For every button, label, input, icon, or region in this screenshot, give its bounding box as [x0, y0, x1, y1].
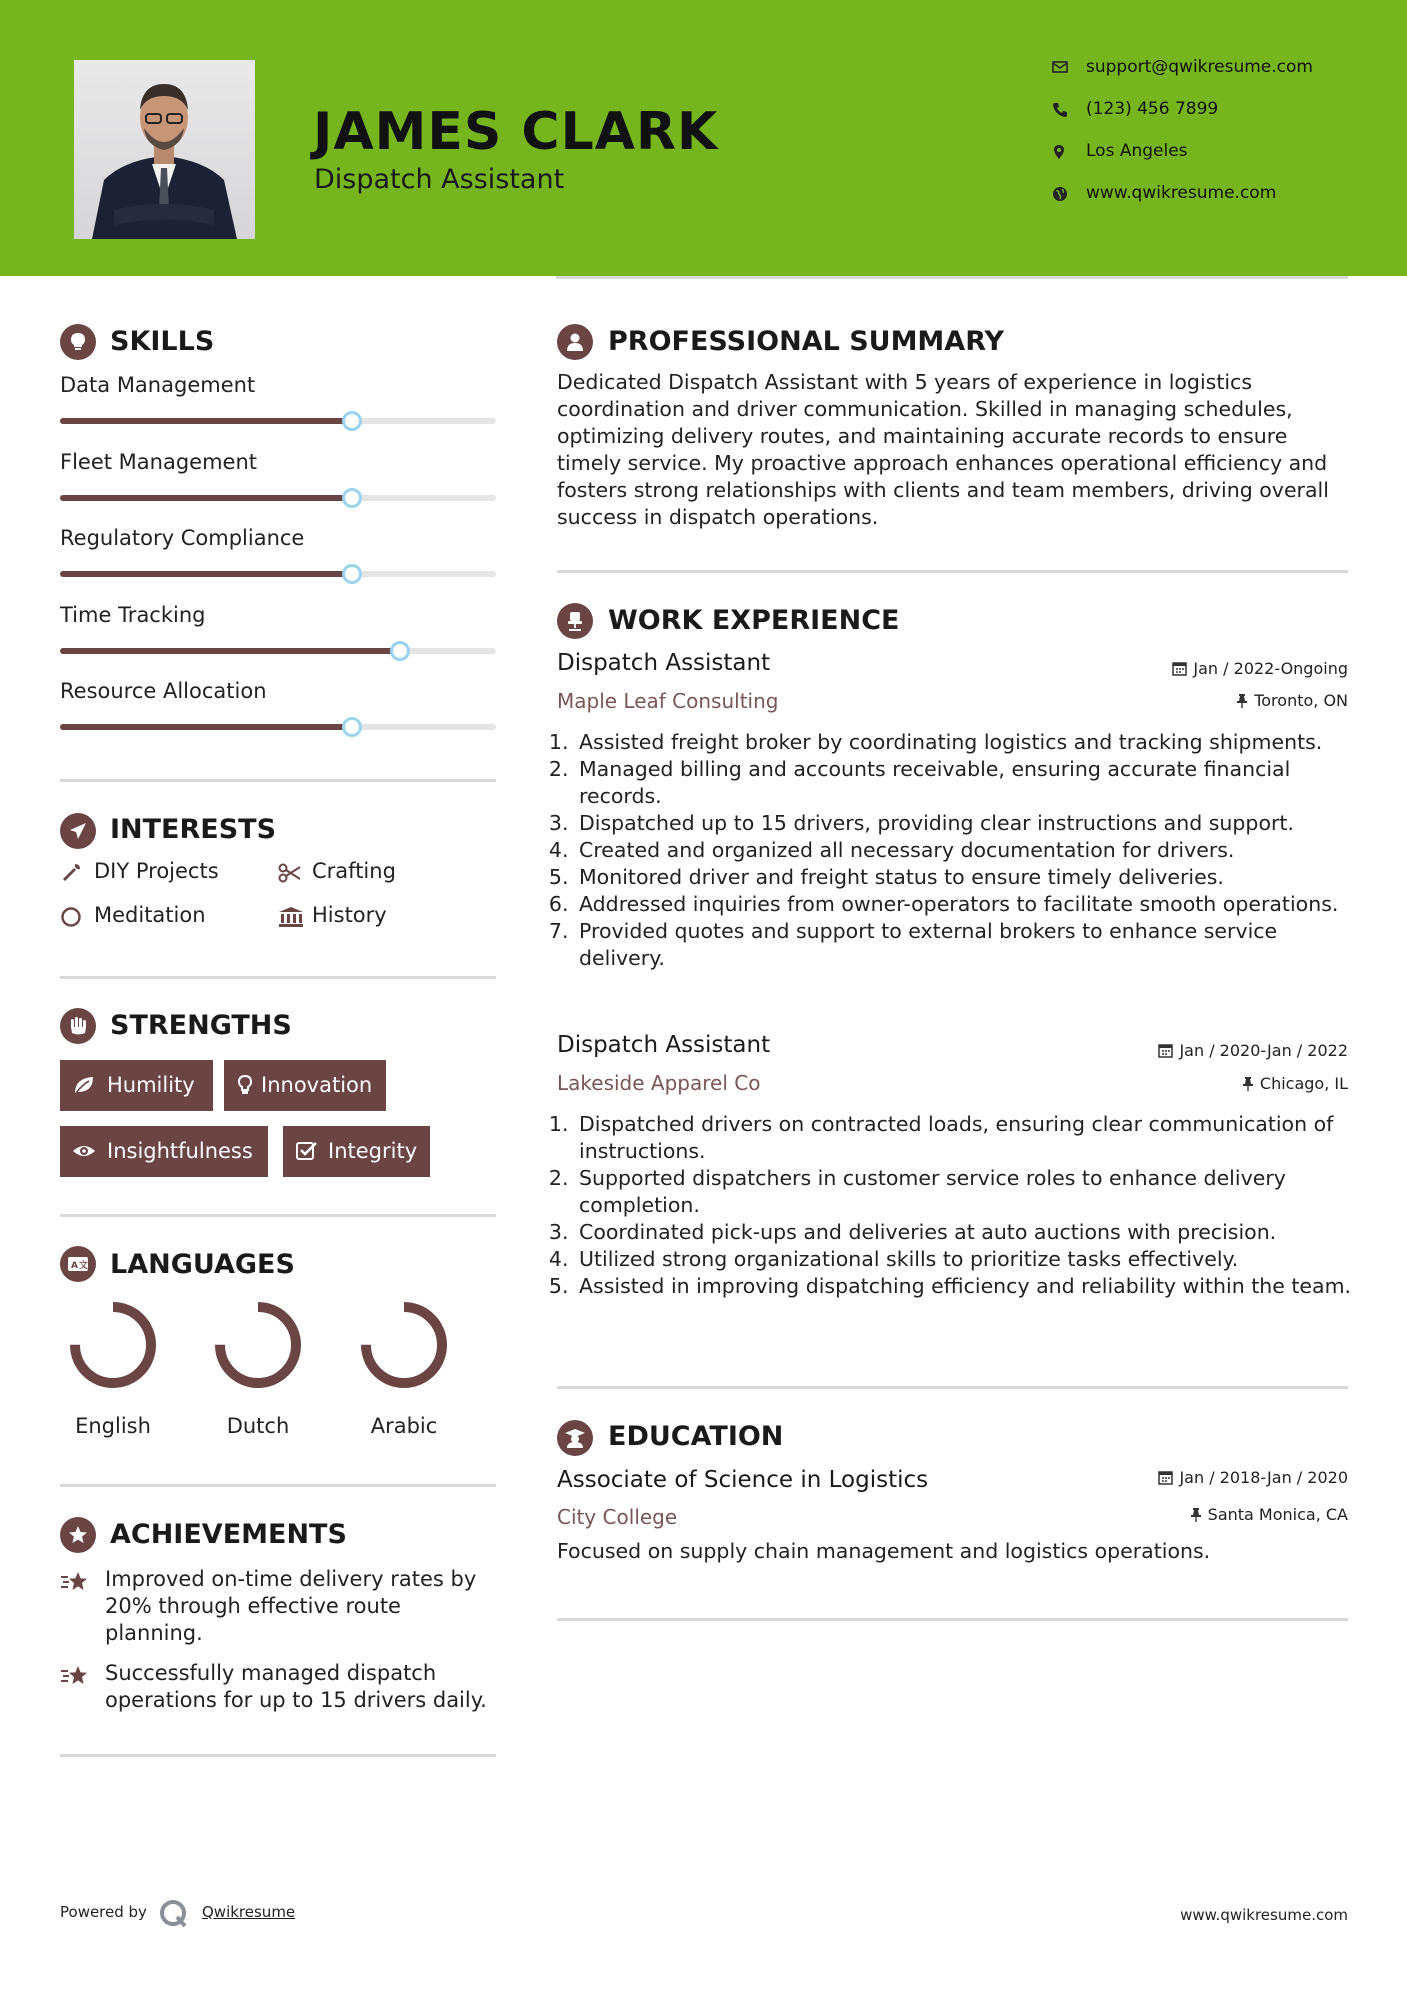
divider [60, 779, 496, 782]
summary-heading: PROFESSIONAL SUMMARY [608, 326, 1005, 357]
profile-photo [74, 60, 255, 239]
contact-location [1052, 140, 1372, 182]
duty-item: 3. Dispatched up to 15 drivers, providing clear instructions and support. [575, 810, 1357, 837]
duty-item: 4. Utilized strong organizational skills to prioritize tasks effectively. [575, 1246, 1357, 1273]
contact-email-text[interactable]: support@qwikresume.com [1086, 57, 1313, 77]
duty-item: 5. Monitored driver and freight status to ensure timely deliveries. [575, 864, 1357, 891]
skill-label: Data Management [60, 373, 256, 397]
job-date [1158, 1041, 1348, 1060]
language-icon [60, 1246, 96, 1282]
job-location [1242, 1074, 1348, 1093]
candidate-title: Dispatch Assistant [314, 164, 565, 195]
school-name: City College [557, 1505, 678, 1529]
strengths-heading: STRENGTHS [110, 1010, 292, 1041]
strength-label: Insightfulness [107, 1139, 253, 1163]
skill-level-bar [60, 724, 496, 730]
skill-level-bar [60, 418, 496, 424]
pushpin-icon [1242, 1076, 1254, 1091]
language-level-ring [68, 1300, 158, 1390]
calendar-icon [1172, 661, 1187, 676]
calendar-icon [1158, 1043, 1173, 1058]
svg-text:文: 文 [79, 1261, 89, 1271]
job-duties [557, 1111, 1357, 1300]
pushpin-icon [1236, 693, 1248, 708]
map-pin-icon [1052, 144, 1066, 160]
divider [60, 1214, 496, 1217]
skill-level-bar [60, 648, 496, 654]
skill-level-knob [390, 641, 410, 661]
interest-label: History [312, 903, 387, 927]
contact-phone-text: (123) 456 7899 [1086, 99, 1219, 119]
company-name: Maple Leaf Consulting [557, 689, 779, 713]
pushpin-icon [1190, 1507, 1202, 1522]
divider [60, 1754, 496, 1757]
qwikresume-link[interactable]: Qwikresume [202, 1903, 296, 1921]
education-date-text: Jan / 2018-Jan / 2020 [1179, 1468, 1348, 1487]
scissors-icon [278, 862, 302, 884]
languages-heading: LANGUAGES [110, 1249, 295, 1280]
fist-icon [60, 1008, 96, 1044]
lightbulb-icon [60, 324, 96, 360]
envelope-icon [1052, 60, 1068, 74]
divider [60, 1484, 496, 1487]
contact-website [1052, 182, 1372, 224]
wrench-icon [60, 862, 82, 884]
language-label: English [75, 1414, 151, 1438]
job-date-text: Jan / 2020-Jan / 2022 [1179, 1041, 1348, 1060]
duty-item: 2. Managed billing and accounts receivable, ensuring accurate financial records. [575, 756, 1357, 810]
achievement-text: Successfully managed dispatch operations for up to 15 drivers daily. [105, 1661, 487, 1712]
divider [557, 1386, 1348, 1389]
duty-item: 1. Dispatched drivers on contracted loads, ensuring clear communication of instructions. [575, 1111, 1357, 1165]
duty-item: 7. Provided quotes and support to external brokers to enhance service delivery. [575, 918, 1357, 972]
calendar-icon [1158, 1470, 1173, 1485]
skill-label: Fleet Management [60, 449, 257, 474]
strength-label: Humility [107, 1073, 195, 1097]
phone-icon [1052, 102, 1068, 118]
graduate-icon [557, 1420, 593, 1456]
duty-item: 3. Coordinated pick-ups and deliveries at auto auctions with precision. [575, 1219, 1357, 1246]
job-location-text: Toronto, ON [1254, 691, 1348, 710]
skill-label: Resource Allocation [60, 679, 267, 703]
candidate-name: JAMES CLARK [313, 102, 719, 162]
strength-label: Innovation [261, 1073, 373, 1097]
duty-item: 2. Supported dispatchers in customer service roles to enhance delivery completion. [575, 1165, 1357, 1219]
language-label: Dutch [226, 1414, 290, 1438]
interests-heading: INTERESTS [110, 814, 277, 845]
interest-label: Meditation [94, 903, 206, 927]
user-icon [557, 324, 593, 360]
eye-icon [72, 1140, 96, 1162]
header-divider [556, 276, 1348, 279]
paper-plane-icon [60, 813, 96, 849]
achievements-heading: ACHIEVEMENTS [110, 1519, 347, 1550]
institution-icon [278, 906, 304, 928]
circle-icon [60, 906, 82, 928]
strength-tag [60, 1126, 268, 1177]
language-level-arc [75, 1307, 151, 1383]
job-location [1236, 691, 1348, 710]
star-icon [60, 1664, 92, 1688]
contact-location-text: Los Angeles [1086, 141, 1188, 161]
strength-tag [60, 1060, 213, 1111]
language-level-arc [220, 1307, 296, 1383]
strength-label: Integrity [328, 1139, 418, 1163]
skill-level-fill [60, 724, 352, 730]
skill-level-knob [342, 717, 362, 737]
skill-level-fill [60, 571, 352, 577]
education-description: Focused on supply chain management and logistics operations. [557, 1539, 1211, 1563]
skill-level-bar [60, 495, 496, 501]
skills-heading: SKILLS [110, 326, 215, 357]
job-title: Dispatch Assistant [557, 650, 771, 676]
skill-level-fill [60, 495, 352, 501]
contact-phone [1052, 98, 1372, 140]
degree-title: Associate of Science in Logistics [557, 1467, 929, 1493]
star-icon [60, 1570, 92, 1594]
achievement-item [60, 1566, 500, 1650]
resume-header [0, 0, 1407, 276]
skill-label: Time Tracking [60, 602, 206, 627]
skill-level-knob [342, 488, 362, 508]
duty-item: 4. Created and organized all necessary documentation for drivers. [575, 837, 1357, 864]
job-title: Dispatch Assistant [557, 1032, 771, 1058]
education-location [1190, 1505, 1348, 1524]
interest-label: Crafting [312, 859, 396, 883]
experience-heading: WORK EXPERIENCE [608, 605, 900, 636]
globe-icon [1052, 186, 1068, 202]
check-square-icon [295, 1140, 319, 1162]
achievement-text: Improved on-time delivery rates by 20% through effective route planning. [105, 1567, 477, 1645]
divider [60, 976, 496, 979]
contact-list [1052, 56, 1372, 224]
office-chair-icon [557, 603, 593, 639]
summary-text: Dedicated Dispatch Assistant with 5 years of experience in logistics coordination and driver communication. Skilled in managing schedules, optimizing delivery routes, and maintaining accurate records to ensure timely service. My proactive approach enhances operational efficiency and fosters strong relationships with clients and team members, driving overall success in dispatch operations. [557, 370, 1329, 529]
skill-level-knob [342, 411, 362, 431]
skill-level-fill [60, 648, 400, 654]
powered-by-label: Powered by [60, 1903, 147, 1921]
job-duties [557, 729, 1357, 972]
achievement-item [60, 1660, 500, 1716]
skill-level-bar [60, 571, 496, 577]
education-date [1158, 1468, 1348, 1487]
education-location-text: Santa Monica, CA [1207, 1505, 1348, 1524]
duty-item: 1. Assisted freight broker by coordinating logistics and tracking shipments. [575, 729, 1357, 756]
language-level-ring [359, 1300, 449, 1390]
divider [557, 1618, 1348, 1621]
skill-level-knob [342, 564, 362, 584]
language-level-arc [366, 1307, 442, 1383]
strength-tag [283, 1126, 430, 1177]
qwikresume-logo-icon [158, 1899, 190, 1933]
skill-label: Regulatory Compliance [60, 526, 305, 550]
job-location-text: Chicago, IL [1259, 1074, 1348, 1093]
star-badge-icon [60, 1517, 96, 1553]
language-level-ring [213, 1300, 303, 1390]
leaf-icon [72, 1074, 96, 1096]
job-date-text: Jan / 2022-Ongoing [1193, 659, 1348, 678]
footer-website[interactable]: www.qwikresume.com [1180, 1906, 1348, 1924]
interest-label: DIY Projects [94, 859, 219, 883]
company-name: Lakeside Apparel Co [557, 1071, 761, 1095]
contact-website-text[interactable]: www.qwikresume.com [1086, 183, 1277, 203]
language-label: Arabic [370, 1414, 438, 1438]
divider [557, 570, 1348, 573]
contact-email [1052, 56, 1372, 98]
lightbulb-icon [236, 1074, 254, 1096]
strength-tag [224, 1060, 386, 1111]
duty-item: 6. Addressed inquiries from owner-operators to facilitate smooth operations. [575, 891, 1357, 918]
duty-item: 5. Assisted in improving dispatching efficiency and reliability within the team. [575, 1273, 1357, 1300]
job-date [1172, 659, 1348, 678]
svg-text:A: A [71, 1261, 78, 1271]
education-heading: EDUCATION [608, 1421, 784, 1452]
skill-level-fill [60, 418, 352, 424]
